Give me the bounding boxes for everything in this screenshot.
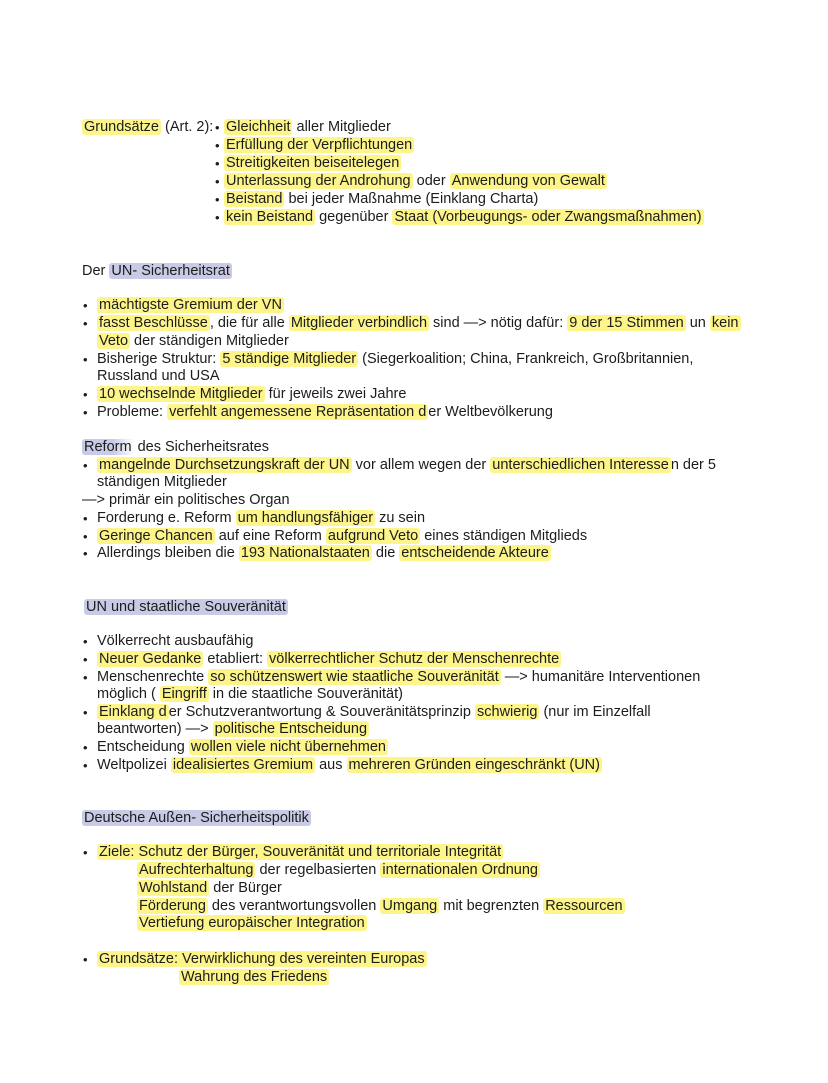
highlighted-text: mächtigste Gremium der VN: [99, 297, 282, 313]
highlighted-text: aufgrund Veto: [327, 528, 419, 544]
bullet-icon: •: [83, 546, 88, 561]
highlighted-text: Geringe Chancen: [99, 528, 213, 544]
highlighted-text: so schützenswert wie staatliche Souveränität: [210, 669, 499, 685]
highlighted-text: Eingriff: [161, 686, 207, 702]
text-segment: aus: [315, 757, 347, 773]
list-note: [82, 491, 290, 509]
list-item-continuation: [97, 685, 403, 703]
highlighted-text: Neuer Gedanke: [99, 651, 202, 667]
list-item-continuation: [137, 879, 282, 897]
highlighted-text: politische Entscheidung: [214, 721, 368, 737]
security-council-heading: [82, 262, 232, 280]
highlighted-text: wollen viele nicht übernehmen: [190, 739, 386, 755]
list-item: [97, 350, 693, 368]
bullet-icon: •: [83, 758, 88, 773]
bullet-icon: •: [215, 156, 220, 171]
text-segment: Allerdings bleiben die: [97, 545, 239, 561]
highlighted-text: Aufrechterhaltung: [139, 862, 254, 878]
bullet-icon: •: [83, 740, 88, 755]
highlighted-text: Grundsätze: Verwirklichung des vereinten Europas: [99, 951, 425, 967]
highlighted-text: Beistand: [226, 191, 283, 207]
text-segment: aller Mitglieder: [292, 119, 391, 135]
highlighted-text: Förderung: [139, 898, 206, 914]
text-segment: möglich (: [97, 686, 160, 702]
text-segment: vor allem wegen der: [351, 457, 491, 473]
highlighted-text: Erfüllung der Verpflichtungen: [226, 137, 413, 153]
reform-heading: [82, 438, 269, 456]
highlighted-text: schwierig: [477, 704, 538, 720]
text-segment: etabliert:: [203, 651, 268, 667]
list-item: [97, 385, 406, 403]
bullet-icon: •: [83, 845, 88, 860]
text-segment: Völkerrecht ausbaufähig: [97, 633, 254, 649]
list-item: [224, 136, 414, 154]
list-item-continuation: [97, 367, 220, 385]
highlighted-text: kein Beistand: [226, 209, 314, 225]
text-segment: gegenüber: [315, 209, 393, 225]
bullet-icon: •: [83, 652, 88, 667]
heading-prefix: Der: [82, 263, 110, 279]
text-segment: für jeweils zwei Jahre: [264, 386, 407, 402]
bullet-icon: •: [83, 634, 88, 649]
list-item: [97, 738, 388, 756]
text-segment: (Siegerkoalition; China, Frankreich, Großbritannien,: [358, 351, 694, 367]
highlighted-text: mehreren Gründen eingeschränkt (UN): [348, 757, 600, 773]
text-segment: Menschenrechte: [97, 669, 209, 685]
list-item-continuation: [179, 968, 329, 986]
text-segment: zu sein: [375, 510, 426, 526]
text-segment: Weltpolizei: [97, 757, 171, 773]
bullet-icon: •: [215, 210, 220, 225]
list-item-continuation: [97, 473, 227, 491]
highlighted-text: 9 der 15 Stimmen: [569, 315, 684, 331]
text-segment: ständigen Mitglieder: [97, 474, 227, 490]
list-item-continuation: [137, 897, 625, 915]
bullet-icon: •: [83, 387, 88, 402]
list-item: [97, 668, 700, 686]
highlighted-text: 193 Nationalstaaten: [240, 545, 370, 561]
principles-label-highlight: Grundsätze: [84, 119, 159, 135]
text-segment: er Weltbevölkerung: [428, 404, 553, 420]
highlighted-text: Ressourcen: [545, 898, 623, 914]
list-item: [97, 296, 284, 314]
highlighted-text: Umgang: [382, 898, 438, 914]
text-segment: beantworten) —>: [97, 721, 213, 737]
list-item: [97, 544, 551, 562]
highlighted-text: Wohlstand: [139, 880, 208, 896]
sovereignty-heading: [84, 598, 288, 616]
text-segment: Bisherige Struktur:: [97, 351, 221, 367]
text-segment: —> humanitäre Interventionen: [500, 669, 701, 685]
highlighted-text: Gleichheit: [226, 119, 291, 135]
bullet-icon: •: [83, 458, 88, 473]
list-item: [97, 703, 651, 721]
bullet-icon: •: [83, 670, 88, 685]
highlighted-text: Streitigkeiten beiseitelegen: [226, 155, 400, 171]
list-item: [97, 509, 425, 527]
bullet-icon: •: [215, 138, 220, 153]
highlighted-text: Ziele: Schutz der Bürger, Souveränität und territoriale Integrität: [99, 844, 502, 860]
highlighted-text: um handlungsfähiger: [237, 510, 374, 526]
bullet-icon: •: [83, 529, 88, 544]
text-segment: (nur im Einzelfall: [539, 704, 651, 720]
bullet-icon: •: [83, 316, 88, 331]
list-item: [97, 456, 716, 474]
text-segment: —> primär ein politisches Organ: [82, 492, 290, 508]
list-item: [97, 756, 602, 774]
highlighted-text: Mitglieder verbindlich: [290, 315, 428, 331]
list-item: [97, 950, 427, 968]
principles-label: [82, 118, 213, 136]
text-segment: der regelbasierten: [255, 862, 381, 878]
highlighted-text: 5 ständige Mitglieder: [222, 351, 357, 367]
text-segment: er Schutzverantwortung & Souveränitätsprinzip: [168, 704, 475, 720]
highlighted-text: Anwendung von Gewalt: [451, 173, 605, 189]
principles-label-rest: (Art. 2):: [160, 119, 214, 135]
list-item-continuation: [97, 720, 369, 738]
text-segment: n der 5: [670, 457, 716, 473]
list-item: [224, 190, 538, 208]
list-item: [224, 208, 704, 226]
text-segment: un: [685, 315, 710, 331]
list-item: [97, 527, 587, 545]
text-segment: sind —> nötig dafür:: [429, 315, 568, 331]
highlighted-text: unterschiedlichen Interesse: [492, 457, 669, 473]
list-item-continuation: [137, 861, 540, 879]
highlighted-text: Veto: [99, 333, 129, 349]
text-segment: die: [371, 545, 400, 561]
bullet-icon: •: [83, 511, 88, 526]
text-segment: in die staatliche Souveränität): [208, 686, 403, 702]
highlighted-text: mangelnde Durchsetzungskraft der UN: [99, 457, 350, 473]
text-segment: oder: [412, 173, 450, 189]
highlighted-text: Staat (Vorbeugungs- oder Zwangsmaßnahmen): [394, 209, 702, 225]
bullet-icon: •: [83, 952, 88, 967]
highlighted-text: entscheidende Akteure: [401, 545, 549, 561]
list-item-continuation: [137, 914, 367, 932]
heading-highlight: Reform: [84, 439, 132, 455]
highlighted-text: fasst Beschlüsse: [99, 315, 208, 331]
list-item: [224, 172, 607, 190]
bullet-icon: •: [83, 405, 88, 420]
list-item: [97, 314, 741, 332]
bullet-icon: •: [215, 192, 220, 207]
text-segment: mit begrenzten: [439, 898, 544, 914]
text-segment: Probleme:: [97, 404, 168, 420]
highlighted-text: Unterlassung der Androhung: [226, 173, 411, 189]
bullet-icon: •: [215, 120, 220, 135]
list-item: [97, 632, 253, 650]
bullet-icon: •: [83, 705, 88, 720]
highlighted-text: völkerrechtlicher Schutz der Menschenrechte: [269, 651, 560, 667]
text-segment: Russland und USA: [97, 368, 220, 384]
list-item: [97, 650, 561, 668]
highlighted-text: internationalen Ordnung: [382, 862, 538, 878]
list-item: [97, 843, 503, 861]
list-item-continuation: [97, 332, 289, 350]
german-policy-heading: [82, 809, 311, 827]
highlighted-text: idealisiertes Gremium: [172, 757, 314, 773]
heading-rest: des Sicherheitsrates: [133, 439, 269, 455]
highlighted-text: 10 wechselnde Mitglieder: [99, 386, 263, 402]
text-segment: Entscheidung: [97, 739, 189, 755]
highlighted-text: Wahrung des Friedens: [181, 969, 328, 985]
list-item: [224, 154, 401, 172]
text-segment: des verantwortungsvollen: [207, 898, 381, 914]
text-segment: auf eine Reform: [214, 528, 326, 544]
bullet-icon: •: [215, 174, 220, 189]
highlighted-text: Einklang d: [99, 704, 167, 720]
list-item: [97, 403, 553, 421]
text-segment: der Bürger: [209, 880, 282, 896]
text-segment: Forderung e. Reform: [97, 510, 236, 526]
bullet-icon: •: [83, 352, 88, 367]
heading-highlight: Deutsche Außen- Sicherheitspolitik: [84, 810, 309, 826]
heading-highlight: UN- Sicherheitsrat: [111, 263, 230, 279]
bullet-icon: •: [83, 298, 88, 313]
highlighted-text: verfehlt angemessene Repräsentation d: [169, 404, 427, 420]
highlighted-text: kein: [711, 315, 739, 331]
text-segment: der ständigen Mitglieder: [130, 333, 289, 349]
text-segment: bei jeder Maßnahme (Einklang Charta): [284, 191, 539, 207]
heading-highlight: UN und staatliche Souveränität: [86, 599, 286, 615]
highlighted-text: Vertiefung europäischer Integration: [139, 915, 365, 931]
text-segment: , die für alle: [209, 315, 289, 331]
text-segment: eines ständigen Mitglieds: [420, 528, 588, 544]
list-item: [224, 118, 391, 136]
